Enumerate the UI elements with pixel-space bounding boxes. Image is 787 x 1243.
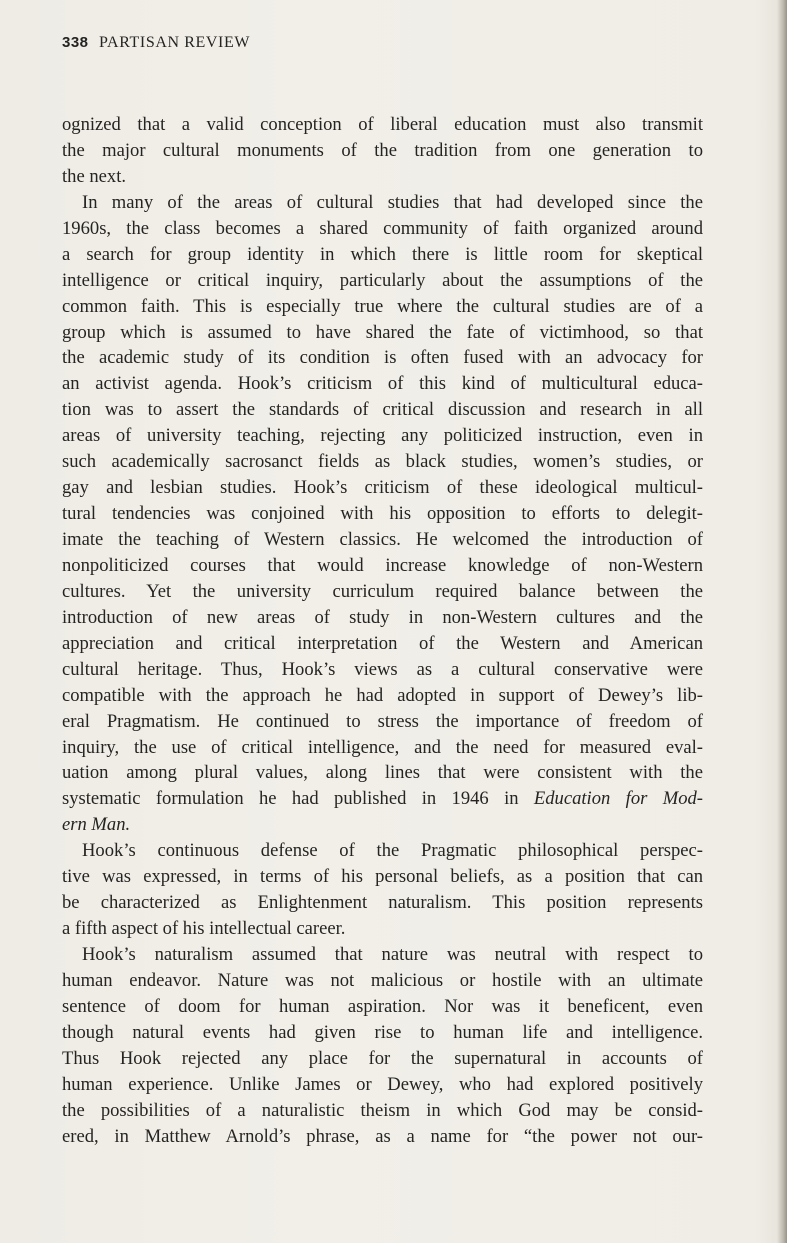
text-line: appreciation and critical interpretation of the Western and American [62, 632, 703, 654]
book-title-italic: Education for Mod- [533, 788, 703, 810]
paragraph-first-line: In many of the areas of cultural studies that had developed since the [82, 191, 703, 213]
book-title-italic-end: ern Man. [62, 814, 131, 836]
text-line: the possibilities of a naturalistic theism in which God may be consid- [62, 1099, 703, 1121]
text-segment: systematic formulation he had published in 1946 in [62, 788, 519, 810]
journal-title: PARTISAN REVIEW [99, 34, 251, 51]
text-line: a search for group identity in which there is little room for skeptical [62, 243, 703, 265]
page-number: 338 [62, 34, 89, 51]
text-line: the academic study of its condition is often fused with an advocacy for [62, 347, 703, 369]
text-line: tive was expressed, in terms of his personal beliefs, as a position that can [62, 866, 703, 888]
text-line: tion was to assert the standards of critical discussion and research in all [62, 399, 703, 421]
page-edge-shadow [777, 0, 787, 1243]
text-line: cultures. Yet the university curriculum required balance between the [62, 580, 703, 602]
text-line: 1960s, the class becomes a shared community of faith organized around [62, 217, 703, 239]
text-line-with-title [62, 786, 703, 812]
text-line: intelligence or critical inquiry, particularly about the assumptions of the [62, 269, 703, 291]
text-line: imate the teaching of Western classics. He welcomed the introduction of [62, 529, 703, 550]
paragraph-first-line: Hook’s naturalism assumed that nature was neutral with respect to [82, 944, 703, 965]
text-line: sentence of doom for human aspiration. Nor was it beneficent, even [62, 995, 703, 1017]
text-line: Thus Hook rejected any place for the supernatural in accounts of [62, 1047, 703, 1069]
text-line: an activist agenda. Hook’s criticism of this kind of multicultural educa- [62, 373, 703, 395]
text-line: inquiry, the use of critical intelligence, and the need for measured eval- [62, 736, 703, 758]
text-line: though natural events had given rise to human life and intelligence. [62, 1021, 703, 1043]
running-head [62, 34, 250, 52]
text-line: areas of university teaching, rejecting any politicized instruction, even in [62, 425, 703, 447]
text-line: compatible with the approach he had adopted in support of Dewey’s lib- [62, 684, 703, 706]
text-line: gay and lesbian studies. Hook’s criticism of these ideological multicul- [62, 477, 703, 499]
text-line: be characterized as Enlightenment naturalism. This position represents [62, 892, 703, 914]
text-line: ered, in Matthew Arnold’s phrase, as a name for “the power not our- [62, 1125, 703, 1147]
text-line: eral Pragmatism. He continued to stress the importance of freedom of [62, 710, 703, 732]
text-line: nonpoliticized courses that would increase knowledge of non-Western [62, 554, 703, 576]
text-line: human endeavor. Nature was not malicious or hostile with an ultimate [62, 969, 703, 991]
text-line: uation among plural values, along lines that were consistent with the [62, 762, 703, 784]
text-line: cultural heritage. Thus, Hook’s views as a cultural conservative were [62, 658, 703, 680]
text-line: a fifth aspect of his intellectual career. [62, 918, 346, 940]
text-line: common faith. This is especially true where the cultural studies are of a [62, 295, 703, 317]
body-text [62, 112, 703, 1150]
text-line: the next. [62, 165, 127, 187]
text-line: human experience. Unlike James or Dewey, who had explored positively [62, 1073, 703, 1095]
text-line: tural tendencies was conjoined with his opposition to efforts to delegit- [62, 503, 703, 525]
paragraph-first-line: Hook’s continuous defense of the Pragmatic philosophical perspec- [82, 840, 703, 862]
text-line: such academically sacrosanct fields as black studies, women’s studies, or [62, 451, 703, 473]
text-line: group which is assumed to have shared the fate of victimhood, so that [62, 321, 703, 343]
text-line: ognized that a valid conception of liberal education must also transmit [62, 114, 703, 135]
text-line: introduction of new areas of study in non-Western cultures and the [62, 606, 703, 628]
text-line [62, 812, 703, 838]
text-line: the major cultural monuments of the tradition from one generation to [62, 139, 703, 161]
